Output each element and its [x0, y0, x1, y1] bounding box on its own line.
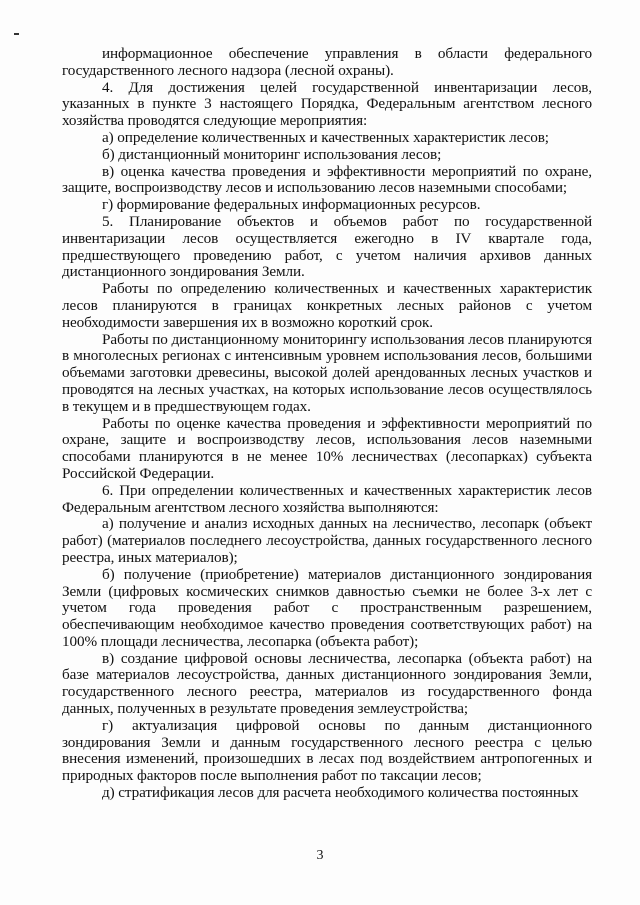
paragraph: г) формирование федеральных информационных ресурсов. [102, 196, 481, 214]
paragraph: а) получение и анализ исходных данных на лесничество, лесопарк (объект работ) (материалов последнего лесоустройства, данных государственного лесного реестра, иных материалов); [62, 515, 592, 566]
paragraph: г) актуализация цифровой основы по данным дистанционного зондирования Земли и данным государственного лесного реестра с целью внесения изменений, произошедших в лесах под воздействием антропогенных и природных факторов после выполнения работ по таксации лесов; [62, 716, 592, 785]
paragraph: 4. Для достижения целей государственной инвентаризации лесов, указанных в пункте 3 настоящего Порядка, Федеральным агентством лесного хозяйства проводятся следующие мероприятия: [62, 78, 592, 130]
scan-speck [14, 33, 19, 35]
paragraph: в) оценка качества проведения и эффективности мероприятий по охране, защите, воспроизводству лесов и использованию лесов наземными способами; [62, 162, 592, 197]
paragraph: информационное обеспечение управления в области федерального государственного лесного надзора (лесной охраны). [62, 45, 592, 79]
paragraph: в) создание цифровой основы лесничества, лесопарка (объекта работ) на базе материалов лесоустройства, данных дистанционного зондирования Земли, государственного лесного реестра, материалов из государственного фонда данных, полученных в результате проведения землеустройства; [62, 649, 592, 718]
paragraph: 6. При определении количественных и качественных характеристик лесов Федеральным агентством лесного хозяйства выполняются: [62, 481, 592, 516]
page-number: 3 [316, 848, 324, 863]
paragraph: д) стратификация лесов для расчета необходимого количества постоянных [102, 784, 579, 802]
paragraph: Работы по дистанционному мониторингу использования лесов планируются в многолесных регионах с интенсивным уровнем использования лесов, большими объемами заготовки древесины, высокой долей арендованных лесных участков и проводятся на лесных участках, на которых использование лесов осуществлялось в текущем и в предшествующем годах. [62, 330, 592, 415]
paragraph: 5. Планирование объектов и объемов работ по государственной инвентаризации лесов осуществляется ежегодно в IV квартале года, предшествующего проведению работ, с учетом наличия архивов данных дистанционного зондирования Земли. [62, 212, 592, 281]
paragraph: б) получение (приобретение) материалов дистанционного зондирования Земли (цифровых космических снимков давностью съемки не более 3-х лет с учетом года проведения работ с пространственным разрешением, обеспечивающим необходимое качество проведения соответствующих работ) на 100% площади лесничества, лесопарка (объекта работ); [62, 565, 592, 650]
paragraph: Работы по определению количественных и качественных характеристик лесов планируются в границах конкретных лесных районов с учетом необходимости завершения их в возможно короткий срок. [62, 280, 592, 331]
paragraph: Работы по оценке качества проведения и эффективности мероприятий по охране, защите и воспроизводству лесов, использования лесов наземными способами планируются в не менее 10% лесничествах (лесопарках) субъекта Российской Федерации. [62, 414, 592, 482]
document-body [62, 46, 592, 802]
paragraph: а) определение количественных и качественных характеристик лесов; [102, 128, 549, 146]
paragraph: б) дистанционный мониторинг использования лесов; [102, 145, 442, 163]
